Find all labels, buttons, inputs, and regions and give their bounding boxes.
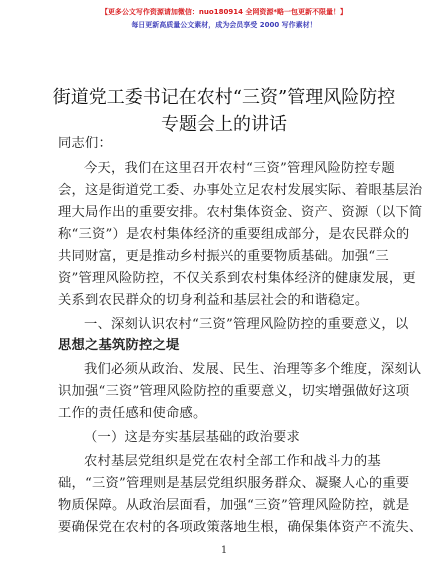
document-title-line2: 专题会上的讲话 xyxy=(161,114,287,135)
section-heading: 一、深刻认识农村“三资”管理风险防控的重要意义，以 xyxy=(84,317,409,332)
body-line: 共同财富，更是推动乡村振兴的重要物质基础。加强“三 xyxy=(58,249,389,264)
section-heading-continued: 思想之基筑防控之堤 xyxy=(58,338,180,353)
body-line: 要确保党在农村的各项政策落地生根，确保集体资产不流失、 xyxy=(58,520,423,535)
body-line: 理大局作出的重要安排。农村集体资金、资产、资源（以下简 xyxy=(58,205,423,220)
body-line: 关系到农民群众的切身利益和基层社会的和谐稳定。 xyxy=(58,293,369,308)
body-line: 今天，我们在这里召开农村“三资”管理风险防控专题 xyxy=(84,161,395,176)
salutation: 同志们： xyxy=(58,136,112,151)
subsection-heading: （一）这是夯实基层基础的政治要求 xyxy=(84,430,300,445)
body-line: 工作的责任感和使命感。 xyxy=(58,406,207,421)
body-line: 农村基层党组织是党在农村全部工作和战斗力的基 xyxy=(84,454,381,469)
document-title-line1: 街道党工委书记在农村“三资”管理风险防控 xyxy=(52,87,396,108)
body-line: 会，这是街道党工委、办事处立足农村发展实际、着眼基层治 xyxy=(58,183,423,198)
body-line: 础，“三资”管理则是基层党组织服务群众、凝聚人心的重要 xyxy=(58,476,410,491)
body-line: 资”管理风险防控，不仅关系到农村集体经济的健康发展，更 xyxy=(58,271,416,286)
body-line: 称“三资”）是农村集体经济的重要组成部分，是农民群众的 xyxy=(58,227,410,242)
body-line: 我们必须从政治、发展、民生、治理等多个维度，深刻认 xyxy=(84,362,422,377)
page-number: 1 xyxy=(220,545,228,556)
body-line: 识加强“三资”管理风险防控的重要意义，切实增强做好这项 xyxy=(58,384,410,399)
promo-banner-line2: 每日更新高质量公文素材，成为会员享受 2000 写作素材！ xyxy=(131,21,317,29)
body-line: 物质保障。从政治层面看，加强“三资”管理风险防控，就是 xyxy=(58,498,410,513)
promo-banner-line1: 【更多公文写作资源请加微信：nuo180914 全网资源*略一包更新不限量！】 xyxy=(100,8,348,16)
